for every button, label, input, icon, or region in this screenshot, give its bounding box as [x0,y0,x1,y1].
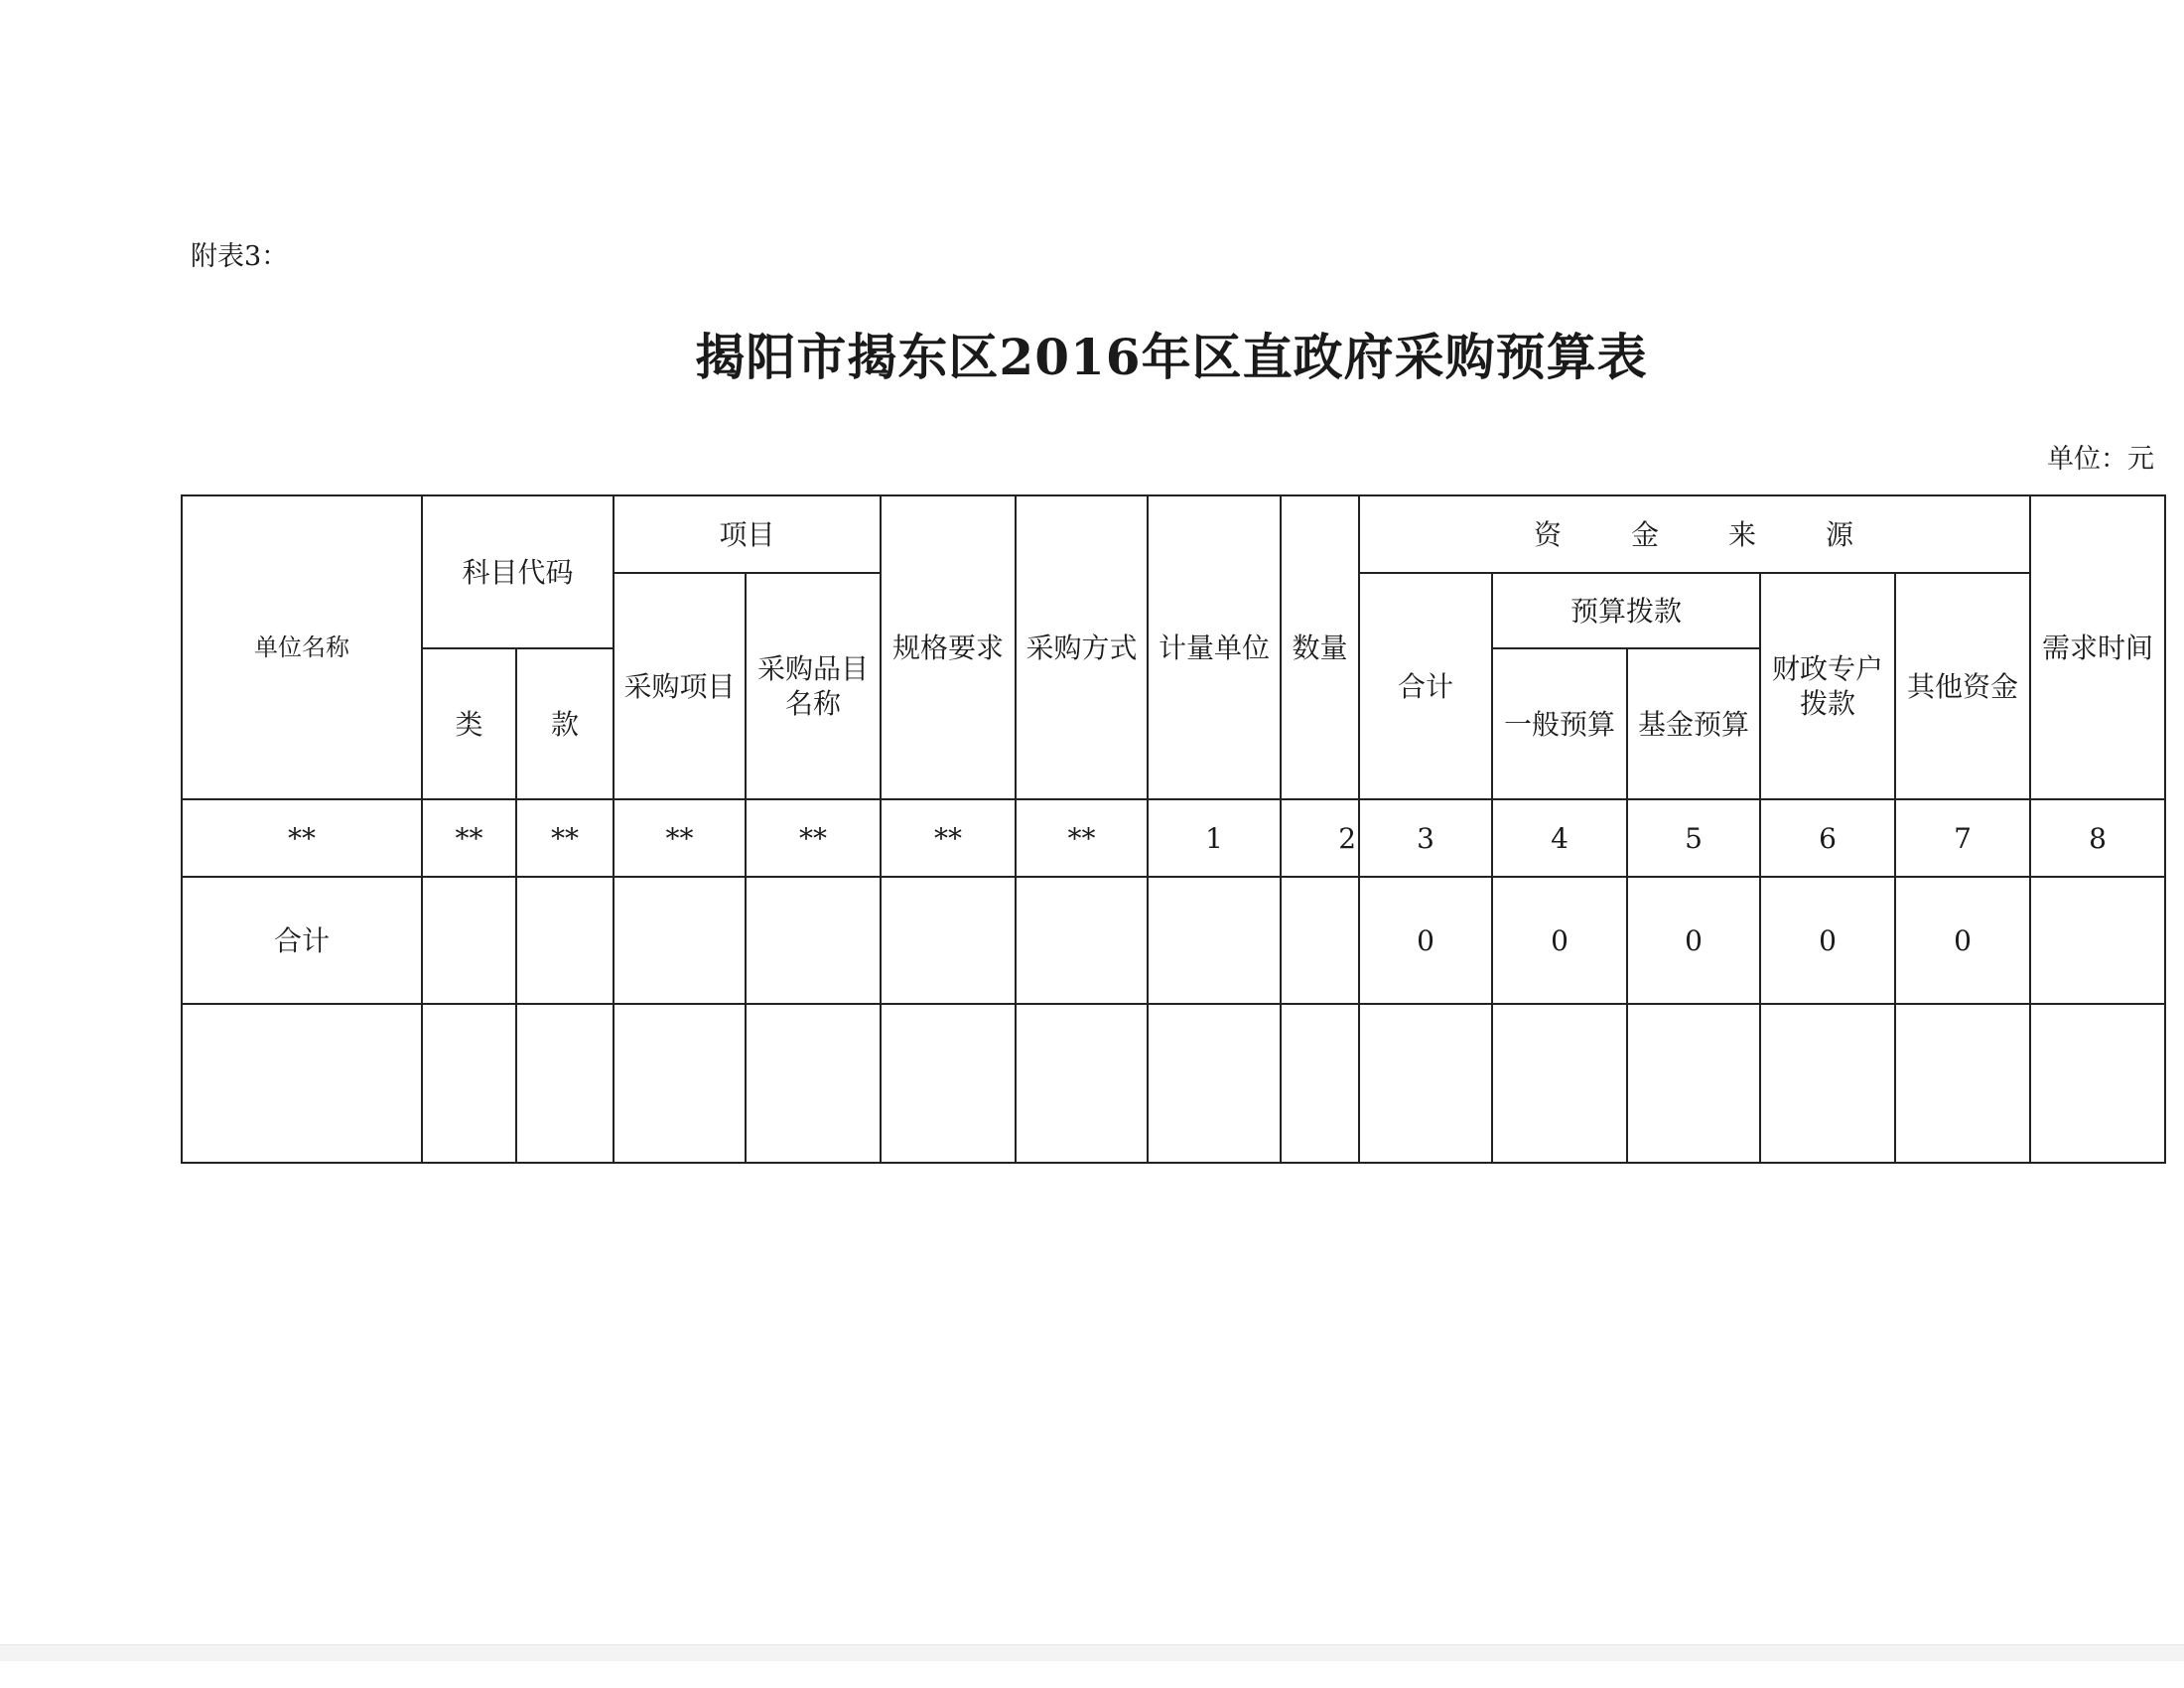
table-cell: ** [422,799,516,877]
table-cell [1016,877,1148,1004]
table-cell: ** [746,799,881,877]
header-total: 合计 [1359,573,1492,799]
header-other-funds: 其他资金 [1895,573,2030,799]
header-general-budget: 一般预算 [1492,648,1627,799]
table-cell [422,1004,516,1163]
table-cell: 0 [1492,877,1627,1004]
table-cell [746,877,881,1004]
budget-table [181,494,2166,1164]
header-funding-source: 资金来源 [1359,495,2030,573]
header-category: 类 [422,648,516,799]
table-cell: 2 [1281,799,1359,877]
table-cell: 8 [2030,799,2165,877]
header-budget-allocation: 预算拨款 [1492,573,1760,648]
header-purchase-item: 采购项目 [614,573,746,799]
header-demand-time: 需求时间 [2030,495,2165,799]
table-cell: 7 [1895,799,2030,877]
table-cell [182,1004,422,1163]
header-purchase-method: 采购方式 [1016,495,1148,799]
table-cell: ** [614,799,746,877]
header-spec: 规格要求 [881,495,1016,799]
table-cell: 3 [1359,799,1492,877]
table-cell: 0 [1895,877,2030,1004]
table-cell: ** [516,799,614,877]
table-cell [746,1004,881,1163]
table-cell: 4 [1492,799,1627,877]
table-cell: 0 [1627,877,1760,1004]
table-cell [1627,1004,1760,1163]
table-cell [1281,1004,1359,1163]
table-cell: 5 [1627,799,1760,877]
table-cell [1148,877,1281,1004]
table-cell [614,877,746,1004]
total-row [182,877,2165,1004]
table-cell: 1 [1148,799,1281,877]
table-cell [2030,1004,2165,1163]
header-item: 款 [516,648,614,799]
table-cell [516,1004,614,1163]
table-cell [881,1004,1016,1163]
header-purchase-item-name: 采购品目名称 [746,573,881,799]
table-cell: ** [182,799,422,877]
header-project: 项目 [614,495,881,573]
table-cell [516,877,614,1004]
header-subject-code: 科目代码 [422,495,614,648]
table-cell: 6 [1760,799,1895,877]
header-fund-budget: 基金预算 [1627,648,1760,799]
table-cell [1492,1004,1627,1163]
header-unit-name: 单位名称 [182,495,422,799]
table-cell [1359,1004,1492,1163]
table-cell [1281,877,1359,1004]
table-cell: 0 [1359,877,1492,1004]
table-cell [881,877,1016,1004]
header-special-finance: 财政专户拨款 [1760,573,1895,799]
table-cell [2030,877,2165,1004]
header-measure-unit: 计量单位 [1148,495,1281,799]
annex-label: 附表3： [191,241,289,272]
table-cell: ** [1016,799,1148,877]
header-quantity: 数量 [1281,495,1359,799]
table-cell [422,877,516,1004]
header-row-1 [182,495,2165,573]
table-cell: 0 [1760,877,1895,1004]
code-row [182,799,2165,877]
page-title: 揭阳市揭东区2016年区直政府采购预算表 [695,328,1648,386]
scan-edge-strip [0,1644,2184,1661]
table-cell [1148,1004,1281,1163]
table-cell [1760,1004,1895,1163]
table-cell: 合计 [182,877,422,1004]
unit-label: 单位：元 [2047,444,2154,475]
table-cell [614,1004,746,1163]
table-cell: ** [881,799,1016,877]
table-cell [1895,1004,2030,1163]
table-cell [1016,1004,1148,1163]
empty-row [182,1004,2165,1163]
